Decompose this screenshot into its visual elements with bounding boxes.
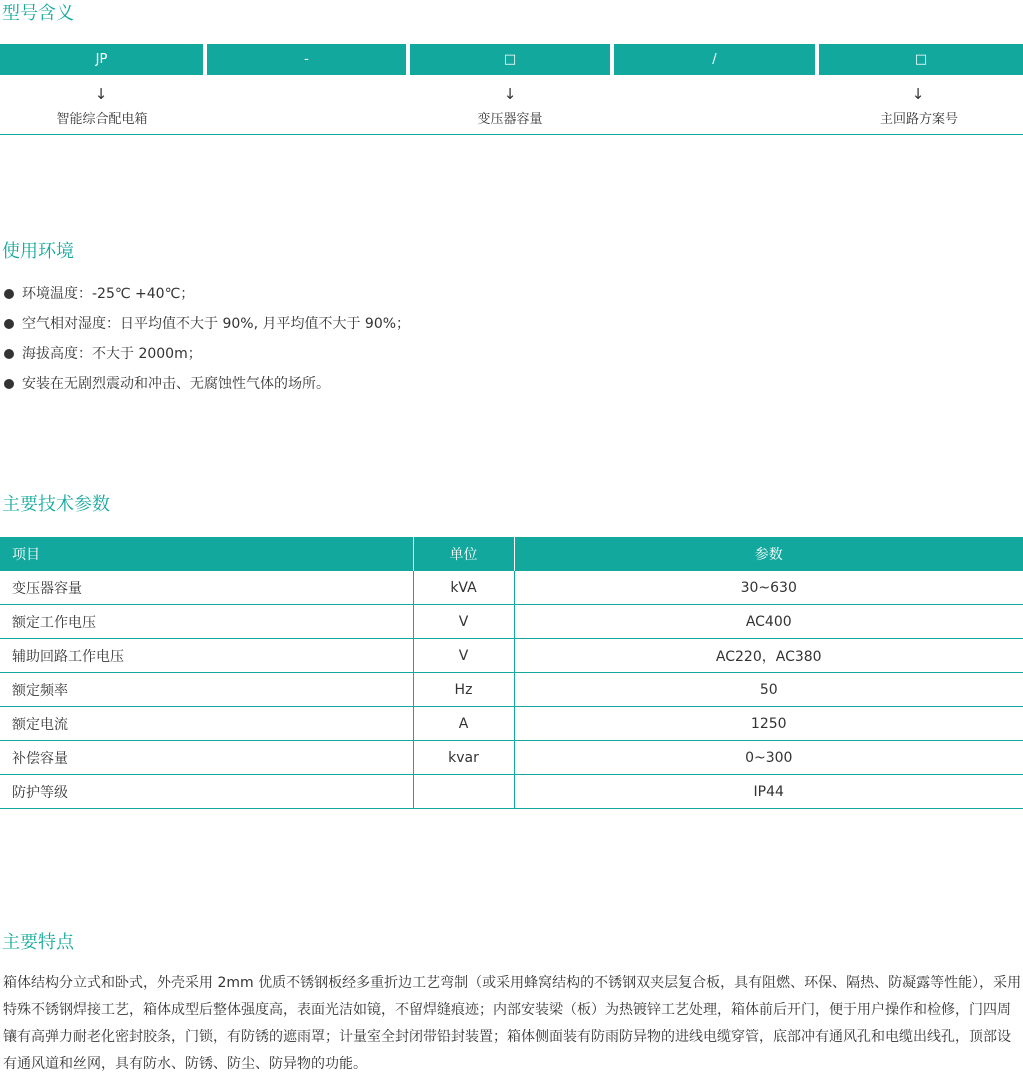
list-item-text: 安装在无剧烈震动和冲击、无腐蚀性气体的场所。 [22,376,330,392]
cell-unit: V [413,639,514,673]
column-header-item: 项目 [0,537,413,571]
model-code-slash: / [614,44,815,75]
cell-value: AC400 [514,605,1023,639]
cell-value: 30~630 [514,571,1023,605]
arrow-down-icon: ↓ [94,85,108,103]
bullet-icon [4,289,14,299]
list-item-text: 空气相对湿度：日平均值不大于 90%, 月平均值不大于 90%； [22,316,411,332]
table-row [0,775,1023,809]
table-row [0,673,1023,707]
table-row [0,741,1023,775]
environment-section-title: 使用环境 [2,241,74,262]
cell-item: 变压器容量 [0,571,413,605]
cell-unit [413,775,514,809]
specs-table [0,537,1023,809]
list-item [4,342,410,372]
bullet-icon [4,379,14,389]
list-item-text: 环境温度：-25℃ +40℃； [22,286,195,302]
table-row [0,605,1023,639]
cell-unit: kVA [413,571,514,605]
arrow-down-icon: ↓ [503,85,517,103]
features-paragraph: 箱体结构分立式和卧式，外壳采用 2mm 优质不锈钢板经多重折边工艺弯制（或采用蜂窝结构的不锈钢双夹层复合板，具有阻燃、环保、隔热、防凝露等性能），采用特殊不锈钢焊接工艺，箱体成型后整体强度高，表面光洁如镜，不留焊缝痕迹；内部安装梁（板）为热镀锌工艺处理，箱体前后开门，便于用户操作和检修，门四周镶有高弹力耐老化密封胶条，门锁，有防锈的遮雨罩；计量室全封闭带铅封装置；箱体侧面装有防雨防异物的进线电缆穿管，底部冲有通风孔和电缆出线孔，顶部设有通风道和丝网，具有防水、防锈、防尘、防异物的功能。 [3,975,1022,1072]
cell-item: 额定频率 [0,673,413,707]
model-code-bar [0,44,1023,75]
cell-item: 辅助回路工作电压 [0,639,413,673]
specs-section-title: 主要技术参数 [2,494,110,515]
cell-value: AC220，AC380 [514,639,1023,673]
cell-value: 50 [514,673,1023,707]
cell-item: 额定电流 [0,707,413,741]
model-label-main-circuit-scheme: 主回路方案号 [879,112,959,127]
model-code-capacity-box: □ [410,44,610,75]
arrow-down-icon: ↓ [911,85,925,103]
list-item-text: 海拔高度：不大于 2000m； [22,346,202,362]
cell-unit: A [413,707,514,741]
model-code-jp: JP [0,44,203,75]
table-row [0,707,1023,741]
column-header-unit: 单位 [413,537,514,571]
cell-item: 额定工作电压 [0,605,413,639]
cell-unit: kvar [413,741,514,775]
model-section-title: 型号含义 [2,3,74,24]
cell-unit: Hz [413,673,514,707]
cell-item: 补偿容量 [0,741,413,775]
cell-unit: V [413,605,514,639]
list-item [4,372,410,402]
list-item [4,312,410,342]
cell-value: 1250 [514,707,1023,741]
column-header-value: 参数 [514,537,1023,571]
environment-list [4,282,410,402]
bullet-icon [4,349,14,359]
list-item [4,282,410,312]
table-header-row [0,537,1023,571]
model-code-scheme-box: □ [819,44,1023,75]
cell-item: 防护等级 [0,775,413,809]
divider [0,134,1023,135]
model-label-distribution-box: 智能综合配电箱 [56,112,148,127]
table-row [0,571,1023,605]
model-label-transformer-capacity: 变压器容量 [477,112,543,127]
cell-value: 0~300 [514,741,1023,775]
table-row [0,639,1023,673]
features-section-title: 主要特点 [2,932,74,953]
bullet-icon [4,319,14,329]
cell-value: IP44 [514,775,1023,809]
model-code-dash: - [207,44,406,75]
